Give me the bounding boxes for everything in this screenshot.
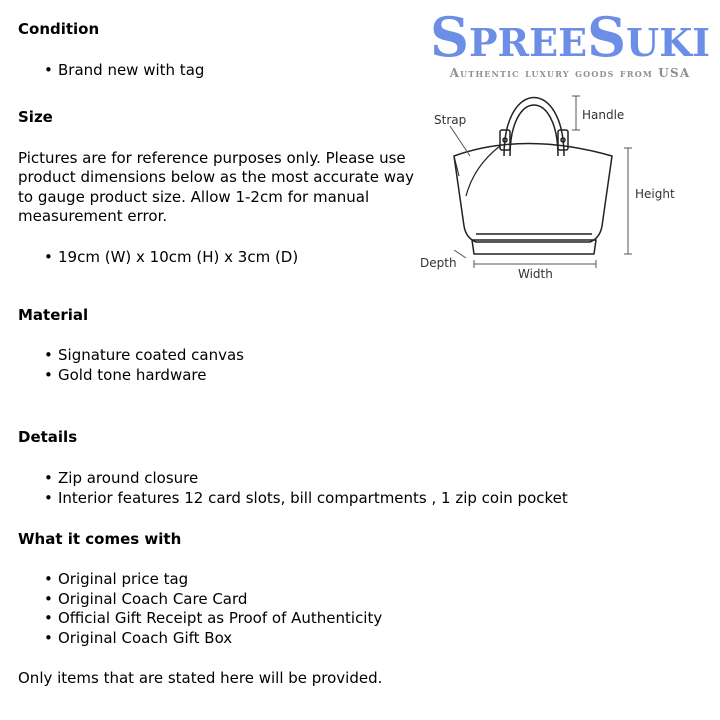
details-heading: Details bbox=[18, 428, 78, 446]
brand-name: SpreeSuki bbox=[429, 5, 711, 69]
condition-heading: Condition bbox=[18, 20, 100, 38]
bag-body bbox=[454, 144, 612, 243]
list-item: • Original price tag bbox=[44, 570, 382, 590]
list-item: • Zip around closure bbox=[44, 469, 568, 489]
brand-logo bbox=[424, 5, 716, 80]
list-item: • Interior features 12 card slots, bill compartments , 1 zip coin pocket bbox=[44, 489, 568, 509]
condition-list bbox=[44, 61, 204, 81]
bag-strap bbox=[466, 146, 500, 196]
list-item: • 19cm (W) x 10cm (H) x 3cm (D) bbox=[44, 248, 298, 268]
list-item: • Gold tone hardware bbox=[44, 366, 244, 386]
handle-label: Handle bbox=[582, 108, 625, 122]
material-list bbox=[44, 346, 244, 385]
height-label: Height bbox=[635, 187, 675, 201]
list-item: • Original Coach Gift Box bbox=[44, 629, 382, 649]
details-list bbox=[44, 469, 568, 508]
brand-tagline: Authentic luxury goods from USA bbox=[449, 66, 691, 80]
list-item: • Official Gift Receipt as Proof of Authenticity bbox=[44, 609, 382, 629]
size-list bbox=[44, 248, 298, 268]
list-item: • Brand new with tag bbox=[44, 61, 204, 81]
depth-label: Depth bbox=[420, 256, 457, 270]
list-item: • Signature coated canvas bbox=[44, 346, 244, 366]
material-heading: Material bbox=[18, 306, 89, 324]
bag-size-diagram bbox=[414, 86, 714, 286]
size-heading: Size bbox=[18, 108, 53, 126]
bag-handle bbox=[504, 98, 564, 157]
size-note: Pictures are for reference purposes only. Please use product dimensions below as the most accurate way to gauge product size. Allow 1-2cm for manual measurement error. bbox=[18, 149, 415, 225]
width-label: Width bbox=[518, 267, 553, 281]
footer-note: Only items that are stated here will be provided. bbox=[18, 669, 383, 687]
list-item: • Original Coach Care Card bbox=[44, 590, 382, 610]
comes-with-heading: What it comes with bbox=[18, 530, 182, 548]
comes-with-list bbox=[44, 570, 382, 648]
strap-label: Strap bbox=[434, 113, 467, 127]
